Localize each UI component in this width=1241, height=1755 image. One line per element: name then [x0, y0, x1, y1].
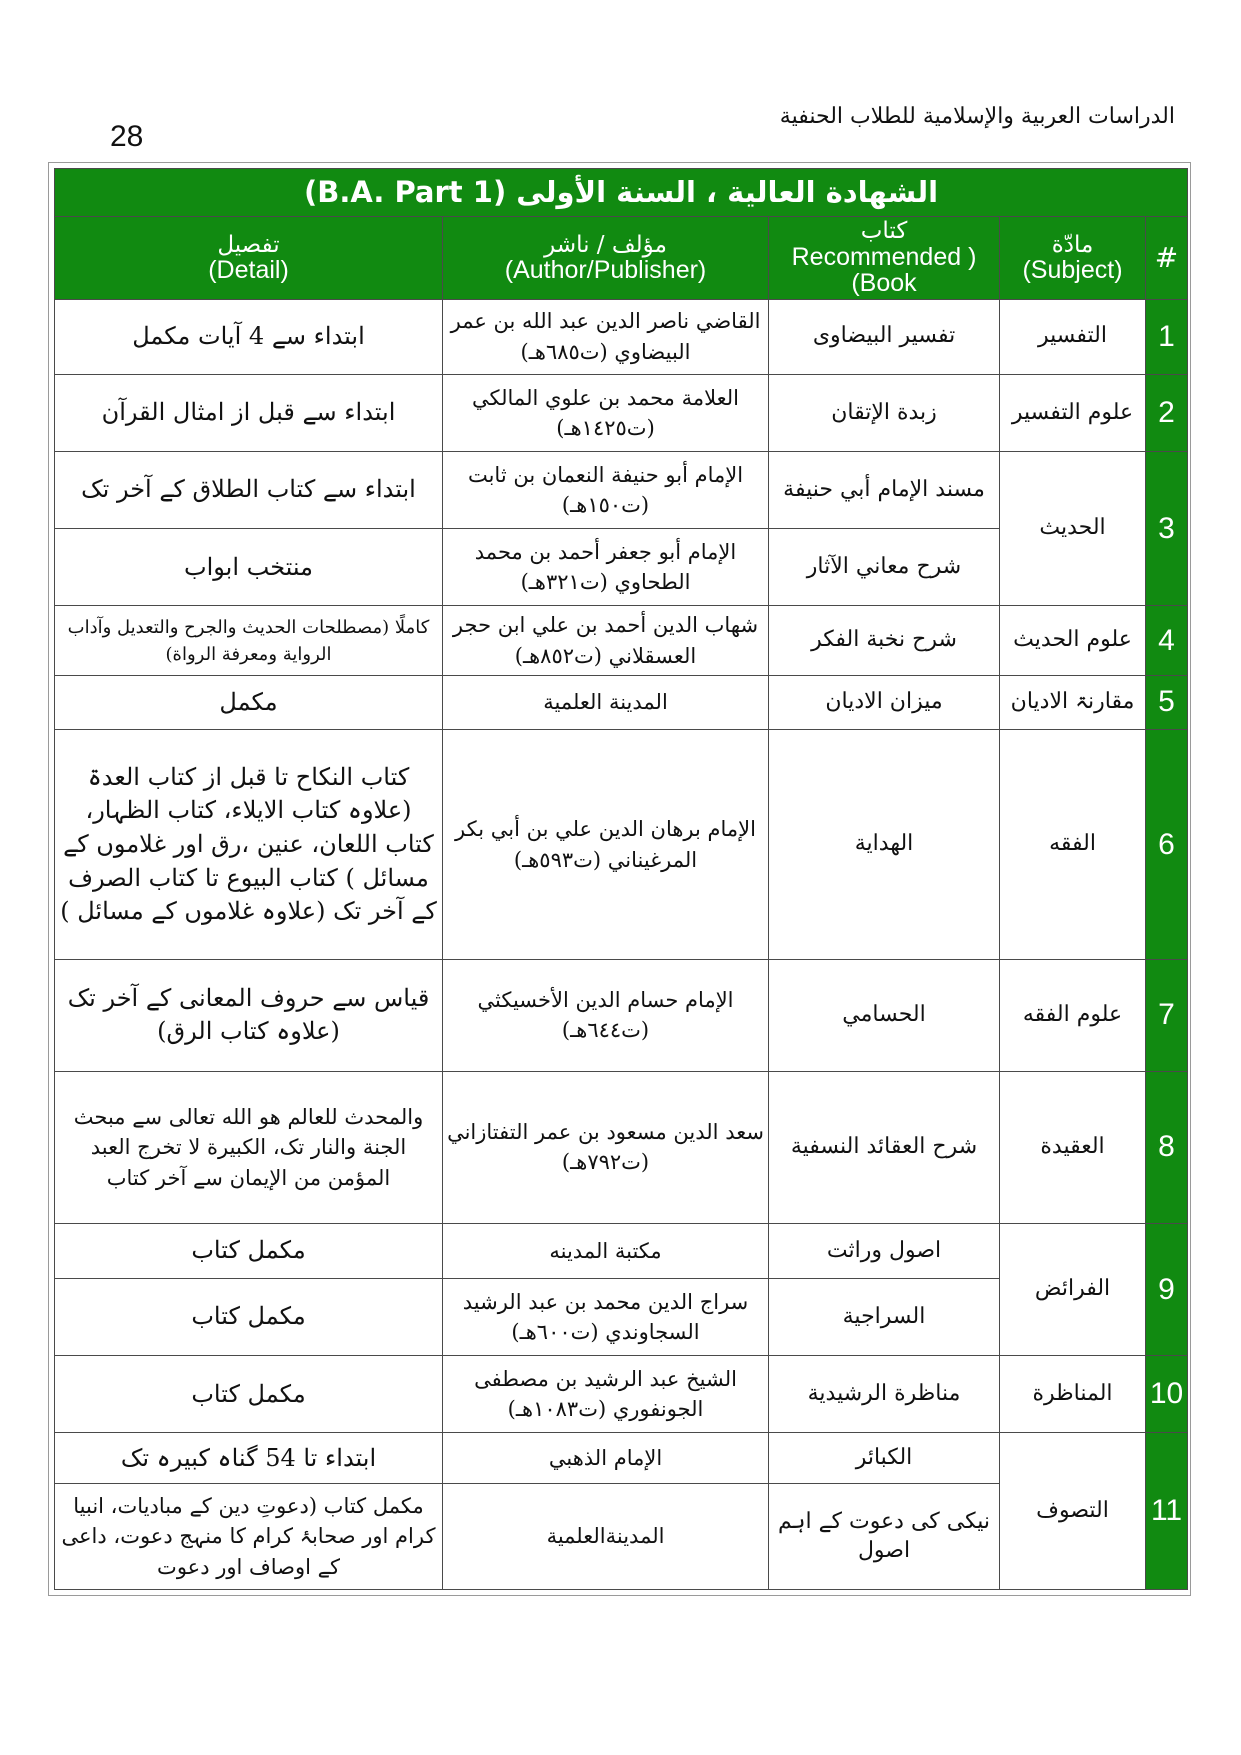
book-cell: السراجية — [769, 1279, 1000, 1356]
table-row — [55, 1356, 1188, 1433]
row-number: 8 — [1146, 1071, 1188, 1223]
author-cell: الإمام برهان الدين علي بن أبي بكر المرغيناني (ت٥٩٣هـ) — [443, 730, 769, 960]
author-cell: الشيخ عبد الرشيد بن مصطفى الجونفوري (ت١٠٨٣هـ) — [443, 1356, 769, 1433]
table-row — [55, 1071, 1188, 1223]
col-header-book-en: Recommended ) — [791, 242, 977, 271]
detail-cell: مکمل کتاب — [55, 1279, 443, 1356]
page-header — [100, 104, 1175, 154]
detail-cell: مکمل کتاب (دعوتِ دین کے مبادیات، انبیا کرام اور صحابۂ کرام کا منہج دعوت، داعی کے اوصاف اور دعوت — [55, 1484, 443, 1590]
col-header-author-ar: مؤلف / ناشر — [544, 231, 667, 258]
author-cell: القاضي ناصر الدين عبد الله بن عمر البيضاوي (ت٦٨٥هـ) — [443, 299, 769, 374]
col-header-book-ar: كتاب — [860, 218, 908, 245]
author-cell: الإمام أبو جعفر أحمد بن محمد الطحاوي (ت٣٢١هـ) — [443, 529, 769, 606]
table-row — [55, 606, 1188, 675]
subject-cell: علوم التفسير — [1000, 374, 1146, 451]
table-row — [55, 299, 1188, 374]
subject-cell: المناظرة — [1000, 1356, 1146, 1433]
book-cell: شرح معاني الآثار — [769, 529, 1000, 606]
detail-cell: ابتداء سے کتاب الطلاق کے آخر تک — [55, 452, 443, 529]
book-cell: میزان الادیان — [769, 675, 1000, 730]
author-cell: العلامة محمد بن علوي المالكي (ت١٤٢٥هـ) — [443, 374, 769, 451]
subject-cell: علوم الفقه — [1000, 960, 1146, 1072]
row-number: 6 — [1146, 730, 1188, 960]
row-number: 11 — [1146, 1433, 1188, 1590]
row-number: 2 — [1146, 374, 1188, 451]
subject-cell: العقيدة — [1000, 1071, 1146, 1223]
author-cell: المدينة العلمية — [443, 675, 769, 730]
book-cell: الهداية — [769, 730, 1000, 960]
subject-cell: الفرائض — [1000, 1224, 1146, 1356]
detail-cell: ابتداء سے 4 آیات مکمل — [55, 299, 443, 374]
author-cell: مكتبة المدينه — [443, 1224, 769, 1279]
book-cell: الحسامي — [769, 960, 1000, 1072]
book-cell: شرح نخبة الفكر — [769, 606, 1000, 675]
table-row — [55, 1224, 1188, 1279]
row-number: 4 — [1146, 606, 1188, 675]
author-cell: شهاب الدين أحمد بن علي ابن حجر العسقلاني (ت٨٥٢هـ) — [443, 606, 769, 675]
subject-cell: علوم الحديث — [1000, 606, 1146, 675]
col-header-detail-en: (Detail) — [208, 255, 289, 284]
detail-cell: قیاس سے حروف المعانی کے آخر تک (علاوہ کتاب الرق) — [55, 960, 443, 1072]
subject-cell: الحديث — [1000, 452, 1146, 606]
author-cell: سراج الدين محمد بن عبد الرشيد السجاوندي (ت٦٠٠هـ) — [443, 1279, 769, 1356]
row-number: 1 — [1146, 299, 1188, 374]
row-number: 5 — [1146, 675, 1188, 730]
detail-cell: کتاب النکاح تا قبل از کتاب العدۃ (علاوہ کتاب الایلاء، کتاب الظہار، کتاب اللعان، عنین ،رق اور غلاموں کے مسائل ) کتاب البیوع تا کتاب الصرف کے آخر تک (علاوہ غلاموں کے مسائل ) — [55, 730, 443, 960]
table-title: الشهادة العالية ، السنة الأولى (B.A. Part 1) — [55, 169, 1188, 217]
table-row — [55, 452, 1188, 529]
book-cell: مناظرة الرشيدية — [769, 1356, 1000, 1433]
col-header-number: # — [1146, 216, 1188, 299]
detail-cell: ابتداء سے قبل از امثال القرآن — [55, 374, 443, 451]
col-header-subject-ar: مادّة — [1051, 231, 1094, 258]
header-row — [55, 216, 1188, 299]
table-row — [55, 960, 1188, 1072]
table-row — [55, 675, 1188, 730]
page-number: 28 — [110, 120, 144, 153]
row-number: 7 — [1146, 960, 1188, 1072]
col-header-subject — [1000, 216, 1146, 299]
subject-cell: التفسير — [1000, 299, 1146, 374]
detail-cell: مکمل کتاب — [55, 1356, 443, 1433]
curriculum-table — [54, 168, 1188, 1590]
book-cell: مسند الإمام أبي حنيفة — [769, 452, 1000, 529]
row-number: 10 — [1146, 1356, 1188, 1433]
subject-cell: مقارنۃ الاديان — [1000, 675, 1146, 730]
table-row — [55, 730, 1188, 960]
book-cell: تفسير البيضاوی — [769, 299, 1000, 374]
running-title: الدراسات العربية والإسلامية للطلاب الحنفية — [779, 104, 1175, 129]
col-header-detail — [55, 216, 443, 299]
book-cell: نیکی کی دعوت کے اہم اصول — [769, 1484, 1000, 1590]
row-number: 9 — [1146, 1224, 1188, 1356]
row-number: 3 — [1146, 452, 1188, 606]
col-header-book — [769, 216, 1000, 299]
col-header-book-en2: (Book — [851, 268, 917, 297]
detail-cell: كاملًا (مصطلحات الحديث والجرح والتعديل وآداب الرواية ومعرفة الرواة) — [55, 606, 443, 675]
detail-cell: منتخب ابواب — [55, 529, 443, 606]
author-cell: الإمام أبو حنيفة النعمان بن ثابت (ت١٥٠هـ) — [443, 452, 769, 529]
col-header-author — [443, 216, 769, 299]
curriculum-table-frame — [48, 162, 1191, 1596]
subject-cell: التصوف — [1000, 1433, 1146, 1590]
author-cell: المدينةالعلمية — [443, 1484, 769, 1590]
detail-cell: ابتداء تا 54 گناہ کبیرہ تک — [55, 1433, 443, 1484]
subject-cell: الفقه — [1000, 730, 1146, 960]
author-cell: الإمام الذهبي — [443, 1433, 769, 1484]
book-cell: شرح العقائد النسفية — [769, 1071, 1000, 1223]
author-cell: سعد الدين مسعود بن عمر التفتازاني (ت٧٩٢هـ) — [443, 1071, 769, 1223]
col-header-author-en: (Author/Publisher) — [504, 255, 707, 284]
author-cell: الإمام حسام الدين الأخسيكثي (ت٦٤٤هـ) — [443, 960, 769, 1072]
table-row — [55, 374, 1188, 451]
detail-cell: مکمل — [55, 675, 443, 730]
detail-cell: والمحدث للعالم هو الله تعالى سے مبحث الجنة والنار تک، الكبيرة لا تخرج العبد المؤمن من الإيمان سے آخر کتاب — [55, 1071, 443, 1223]
detail-cell: مکمل کتاب — [55, 1224, 443, 1279]
book-cell: الكبائر — [769, 1433, 1000, 1484]
col-header-detail-ar: تفصيل — [217, 231, 280, 258]
book-cell: اصول وراثت — [769, 1224, 1000, 1279]
col-header-subject-en: (Subject) — [1022, 255, 1123, 284]
table-row — [55, 1433, 1188, 1484]
book-cell: زبدة الإتقان — [769, 374, 1000, 451]
